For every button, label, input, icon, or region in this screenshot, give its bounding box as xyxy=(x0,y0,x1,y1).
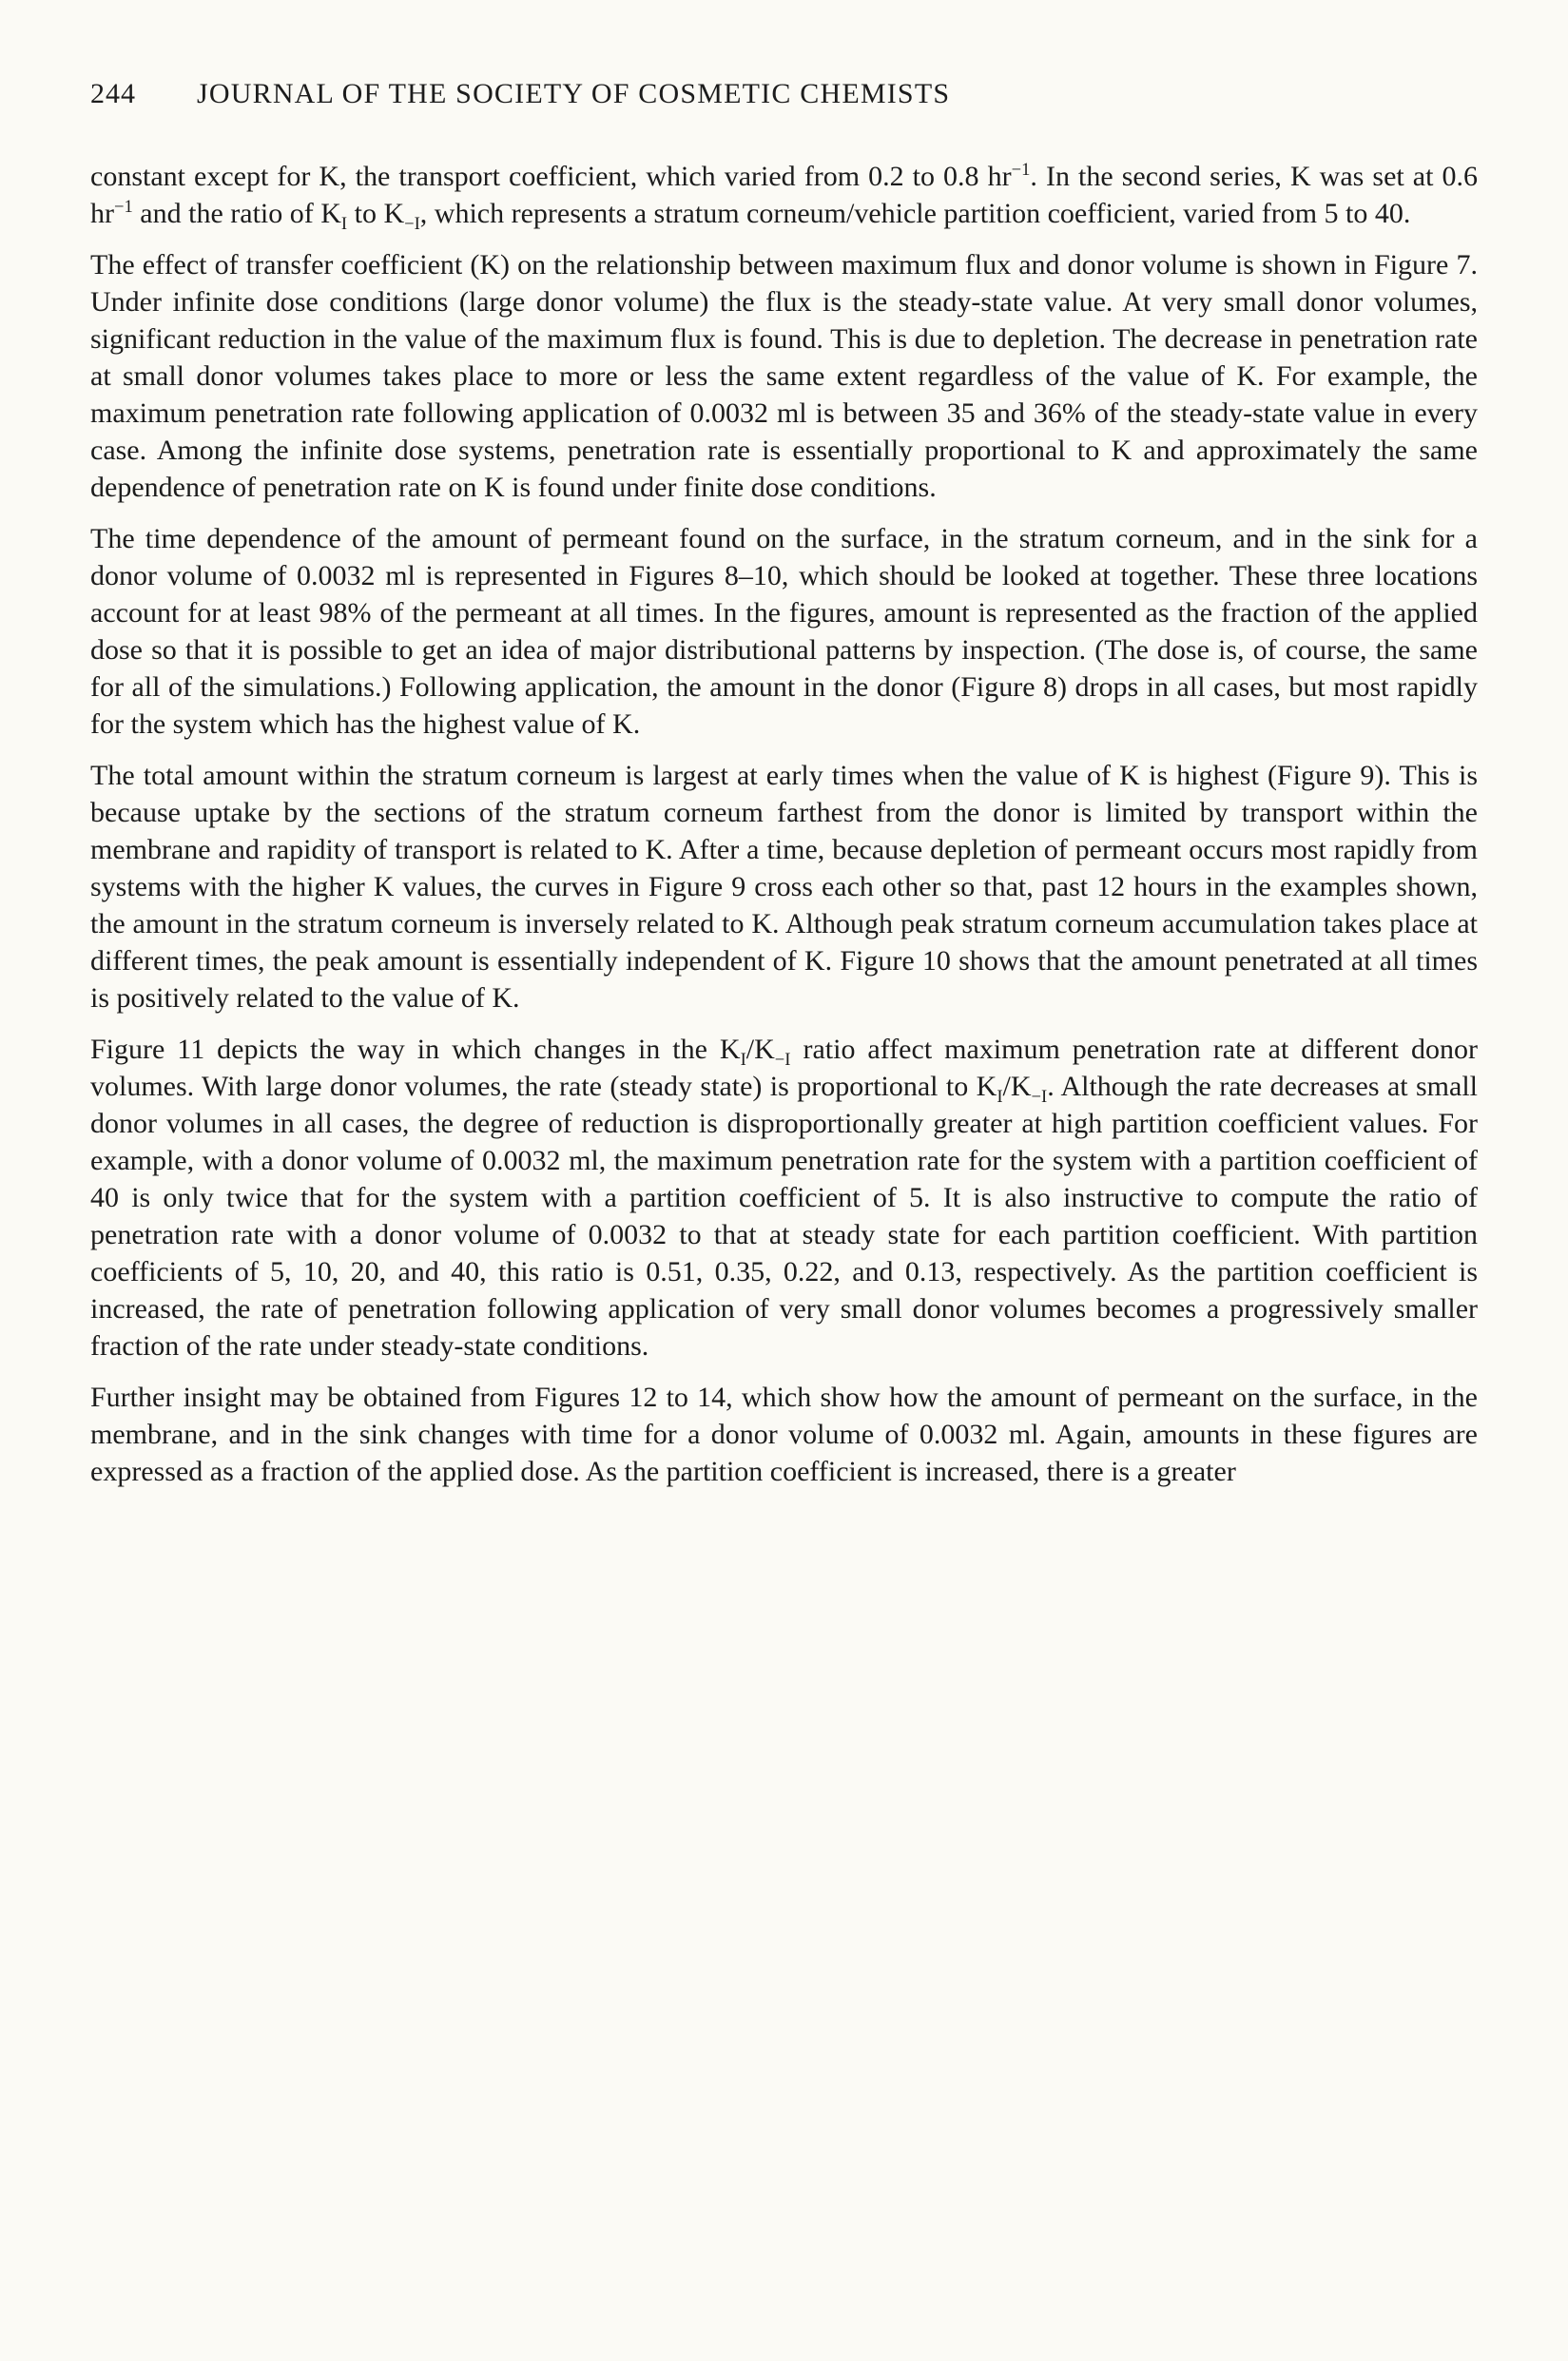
page-header xyxy=(90,78,1478,110)
paragraph xyxy=(90,1379,1478,1490)
text-sup: −1 xyxy=(1011,160,1031,180)
text-sub: −I xyxy=(404,214,420,234)
text-run: . Although the rate decreases at small donor volumes in all cases, the degree of reduction is disproportionally greater at high partition coefficient values. For example, with a donor volume of 0.0032 ml, the maximum penetration rate for the system with a partition coefficient of 40 is only twice that for the system with a partition coefficient of 5. It is also instructive to compute the ratio of penetration rate with a donor volume of 0.0032 to that at steady state for each partition coefficient. With partition coefficients of 5, 10, 20, and 40, this ratio is 0.51, 0.35, 0.22, and 0.13, respectively. As the partition coefficient is increased, the rate of penetration following application of very small donor volumes becomes a progressively smaller fraction of the rate under steady-state conditions. xyxy=(90,1071,1478,1362)
text-run: /K xyxy=(1002,1071,1032,1102)
text-sup: −1 xyxy=(114,197,133,217)
text-sub: I xyxy=(997,1087,1003,1107)
page-body xyxy=(90,158,1478,1490)
paragraph xyxy=(90,1031,1478,1364)
text-run: Further insight may be obtained from Figures 12 to 14, which show how the amount of permeant on the surface, in the membrane, and in the sink changes with time for a donor volume of 0.0032 ml. Again, amounts in these figures are expressed as a fraction of the applied dose. As the partition coefficient is increased, there is a greater xyxy=(90,1382,1478,1487)
text-run: The effect of transfer coefficient (K) on the relationship between maximum flux and donor volume is shown in Figure 7. Under infinite dose conditions (large donor volume) the flux is the steady-state value. At very small donor volumes, significant reduction in the value of the maximum flux is found. This is due to depletion. The decrease in penetration rate at small donor volumes takes place to more or less the same extent regardless of the value of K. For example, the maximum penetration rate following application of 0.0032 ml is between 35 and 36% of the steady-state value in every case. Among the infinite dose systems, penetration rate is essentially proportional to K and approximately the same dependence of penetration rate on K is found under finite dose conditions. xyxy=(90,249,1478,503)
text-run: /K xyxy=(745,1034,775,1065)
text-run: , which represents a stratum corneum/vehicle partition coefficient, varied from 5 to 40. xyxy=(419,198,1411,229)
text-run: ratio affect maximum penetration rate at different donor volumes. With large donor volumes, the rate (steady state) is proportional to K xyxy=(90,1034,1478,1102)
text-sub: −I xyxy=(774,1050,791,1070)
journal-title: JOURNAL OF THE SOCIETY OF COSMETIC CHEMISTS xyxy=(197,78,951,109)
text-run: . In the second series, K was set at 0.6 hr xyxy=(90,161,1478,229)
text-run: and the ratio of K xyxy=(132,198,341,229)
text-run: constant except for K, the transport coefficient, which varied from 0.2 to 0.8 hr xyxy=(90,161,1012,192)
paragraph xyxy=(90,757,1478,1016)
text-run: to K xyxy=(347,198,405,229)
text-run: The total amount within the stratum corneum is largest at early times when the value of K is highest (Figure 9). This is because uptake by the sections of the stratum corneum farthest from the donor is limited by transport within the membrane and rapidity of transport is related to K. After a time, because depletion of permeant occurs most rapidly from systems with the higher K values, the curves in Figure 9 cross each other so that, past 12 hours in the examples shown, the amount in the stratum corneum is inversely related to K. Although peak stratum corneum accumulation takes place at different times, the peak amount is essentially independent of K. Figure 10 shows that the amount penetrated at all times is positively related to the value of K. xyxy=(90,760,1478,1014)
text-run: Figure 11 depicts the way in which changes in the K xyxy=(90,1034,741,1065)
text-sub: I xyxy=(340,214,348,234)
text-sub: −I xyxy=(1031,1087,1048,1107)
page-number: 244 xyxy=(90,78,136,109)
paragraph xyxy=(90,520,1478,743)
text-run: The time dependence of the amount of permeant found on the surface, in the stratum corneum, and in the sink for a donor volume of 0.0032 ml is represented in Figures 8–10, which should be looked at together. These three locations account for at least 98% of the permeant at all times. In the figures, amount is represented as the fraction of the applied dose so that it is possible to get an idea of major distributional patterns by inspection. (The dose is, of course, the same for all of the simulations.) Following application, the amount in the donor (Figure 8) drops in all cases, but most rapidly for the system which has the highest value of K. xyxy=(90,523,1478,740)
paragraph xyxy=(90,246,1478,506)
text-sub: I xyxy=(740,1050,746,1070)
paragraph xyxy=(90,158,1478,232)
